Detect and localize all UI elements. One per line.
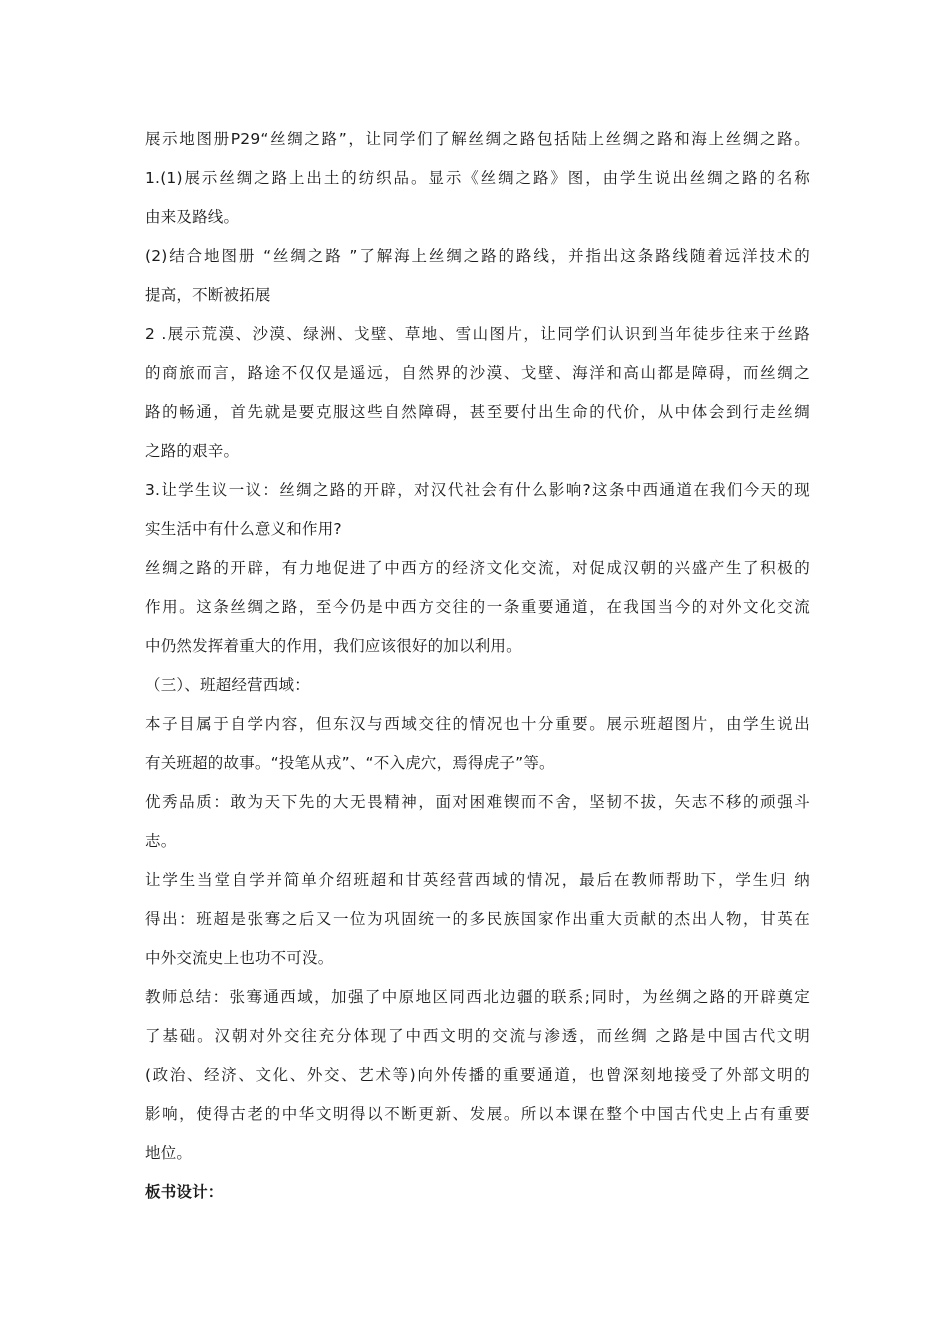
text-line: 让学生当堂自学并简单介绍班超和甘英经营西域的情况，最后在教师帮助下，学生归 纳 <box>145 871 810 889</box>
text-line: (2)结合地图册 “丝绸之路 ”了解海上丝绸之路的路线，并指出这条路线随着远洋技术的 <box>145 247 810 265</box>
document-body <box>145 120 810 1212</box>
text-line: 中外交流史上也功不可没。 <box>145 949 334 967</box>
text-line: 实生活中有什么意义和作用? <box>145 520 342 538</box>
text-line: 优秀品质：敢为天下先的大无畏精神，面对困难锲而不舍，坚韧不拔，矢志不移的顽强斗 <box>145 793 810 811</box>
text-line: 2 .展示荒漠、沙漠、绿洲、戈壁、草地、雪山图片，让同学们认识到当年徒步往来于丝路 <box>145 325 810 343</box>
text-line: 得出：班超是张骞之后又一位为巩固统一的多民族国家作出重大贡献的杰出人物，甘英在 <box>145 910 810 928</box>
text-line: 地位。 <box>145 1144 193 1162</box>
text-line: 3.让学生议一议：丝绸之路的开辟，对汉代社会有什么影响?这条中西通道在我们今天的现 <box>145 481 810 499</box>
section-heading: （三）、班超经营西域： <box>145 676 310 694</box>
text-line: 由来及路线。 <box>145 208 240 226</box>
text-line: (政治、经济、文化、外交、艺术等)向外传播的重要通道，也曾深刻地接受了外部文明的 <box>145 1066 810 1084</box>
text-line: 提高，不断被拓展 <box>145 286 271 304</box>
text-line: 中仍然发挥着重大的作用，我们应该很好的加以利用。 <box>145 637 522 655</box>
text-line: 之路的艰辛。 <box>145 442 240 460</box>
text-line: 影响，使得古老的中华文明得以不断更新、发展。所以本课在整个中国古代史上占有重要 <box>145 1105 810 1123</box>
text-line: 了基础。汉朝对外交往充分体现了中西文明的交流与渗透，而丝绸 之路是中国古代文明 <box>145 1027 810 1045</box>
text-line: 本子目属于自学内容，但东汉与西域交往的情况也十分重要。展示班超图片，由学生说出 <box>145 715 810 733</box>
text-line: 有关班超的故事。“投笔从戎”、“不入虎穴，焉得虎子”等。 <box>145 754 555 772</box>
text-line: 的商旅而言，路途不仅仅是遥远，自然界的沙漠、戈壁、海洋和高山都是障碍，而丝绸之 <box>145 364 810 382</box>
text-line: 作用。这条丝绸之路，至今仍是中西方交往的一条重要通道，在我国当今的对外文化交流 <box>145 598 810 616</box>
text-line: 1.(1)展示丝绸之路上出土的纺织品。显示《丝绸之路》图，由学生说出丝绸之路的名称 <box>145 169 810 187</box>
text-line: 教师总结：张骞通西域，加强了中原地区同西北边疆的联系;同时，为丝绸之路的开辟奠定 <box>145 988 810 1006</box>
text-line: 路的畅通，首先就是要克服这些自然障碍，甚至要付出生命的代价，从中体会到行走丝绸 <box>145 403 810 421</box>
text-line: 志。 <box>145 832 177 850</box>
text-line: 丝绸之路的开辟，有力地促进了中西方的经济文化交流，对促成汉朝的兴盛产生了积极的 <box>145 559 810 577</box>
text-line: 展示地图册P29“丝绸之路”，让同学们了解丝绸之路包括陆上丝绸之路和海上丝绸之路。 <box>145 130 810 148</box>
board-design-heading: 板书设计： <box>145 1183 224 1201</box>
